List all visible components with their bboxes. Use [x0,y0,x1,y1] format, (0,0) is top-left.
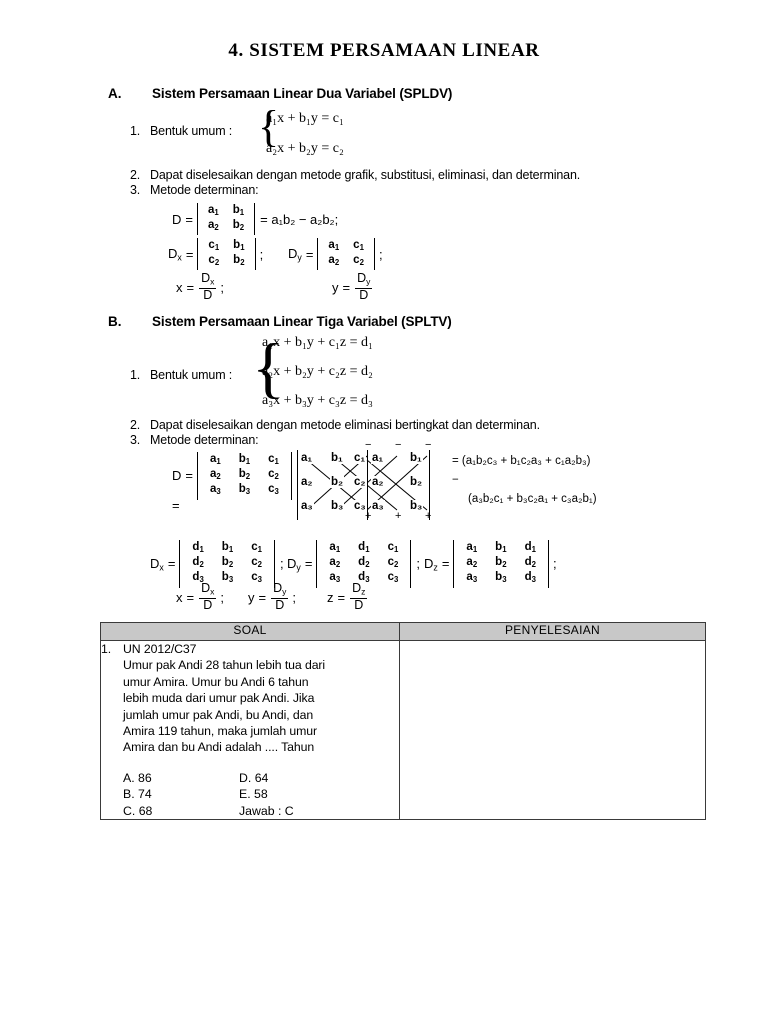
question-body-line: umur Amira. Umur bu Andi 6 tahun [123,674,309,689]
solution-cell [400,641,706,820]
spldv-equation-1: a₁x + b₁y = c₁ [266,111,344,126]
matrix-cell: $c_1$ [353,239,364,253]
matrix-cell: $a_2$ [209,468,221,482]
question-body-line: jumlah umur pak Andi, bu Andi, dan [123,707,314,722]
matrix-cell: $d_3$ [192,571,204,585]
answer-label: Jawab : C [239,803,294,818]
equals-sign: = [186,589,195,605]
spltv-x-label: x [176,589,183,605]
matrix-cell: $d_1$ [358,541,370,555]
matrix-cell: $b_1$ [232,204,245,218]
sarrus-plus-sign: + [425,510,432,522]
sarrus-cell: b₁ [331,452,343,464]
matrix-cell: $a_3$ [466,571,478,585]
spltv-determinant-d [172,452,292,500]
spltv-x-formula [176,582,224,612]
spldv-x-fraction [199,272,216,302]
section-b-item-2 [130,418,540,432]
spltv-dy-matrix [316,540,411,588]
option-e: E. 58 [239,787,268,802]
page-title: 4. SISTEM PERSAMAAN LINEAR [228,40,540,61]
section-b-item-1 [130,368,232,382]
matrix-cell: $a_1$ [207,204,219,218]
sarrus-bar-left [297,450,298,520]
spltv-dz-label: $D_z$ [424,555,438,573]
equals-sign: = [337,589,346,605]
spltv-equation-3: a₃x + b₃y + c₃z = d₃ [262,393,373,408]
equals-sign: = [185,468,193,484]
matrix-cell: $b_1$ [221,541,234,555]
fraction-denominator: D [359,288,369,303]
sarrus-cell: c₁ [354,452,366,464]
spldv-d-matrix [197,203,255,235]
equals-sign: = [185,211,193,227]
matrix-cell: $a_2$ [207,219,219,233]
equals-sign: = [185,246,194,262]
question-body-line: Umur pak Andi 28 tahun lebih tua dari [123,658,326,673]
matrix-cell: $a_1$ [209,453,221,467]
spldv-determinant-dy [288,238,383,270]
matrix-cell: $c_1$ [387,541,399,555]
spltv-z-fraction [350,582,367,612]
sarrus-cell: a₁ [372,452,384,464]
brace-spltv: { [252,329,285,405]
semicolon: ; [378,246,383,262]
spldv-d-label: D [172,211,182,227]
question-source-line [101,641,399,657]
question-table [100,622,706,820]
sarrus-cell: c₃ [354,500,366,512]
matrix-cell: $b_2$ [233,254,245,268]
matrix-cell: $c_3$ [387,571,399,585]
matrix-cell: $b_3$ [238,483,251,497]
section-b-item-2-label: Dapat diselesaikan dengan metode eliminasi bertingkat dan determinan. [150,418,540,432]
sarrus-cell: a₃ [301,500,313,512]
matrix-cell: $d_1$ [192,541,204,555]
fraction-denominator: D [203,288,213,303]
section-a-item-1-label: Bentuk umum : [150,124,233,138]
matrix-cell: $c_3$ [251,571,262,585]
fraction-numerator: $D_z$ [350,582,367,599]
fraction-denominator: D [275,598,285,613]
equals-sign: = [304,556,313,572]
spltv-d-matrix [197,452,292,500]
spltv-dz-matrix [453,540,549,588]
option-d: D. 64 [239,770,269,785]
sarrus-minus-sign: − [365,439,372,451]
matrix-cell: $c_2$ [208,254,220,268]
matrix-cell: $b_2$ [238,468,251,482]
spltv-y-label: y [248,589,255,605]
section-a-item-2-label: Dapat diselesaikan dengan metode grafik, substitusi, eliminasi, dan determinan. [150,168,581,182]
spldv-dx-matrix [197,238,255,270]
spldv-y-formula [332,272,372,302]
table-header-row [101,623,706,641]
section-a-item-3-index: 3. [130,183,141,197]
semicolon: ; [259,246,264,262]
sarrus-cell: a₃ [372,500,384,512]
matrix-cell: $d_2$ [358,556,370,570]
fraction-numerator: $D_y$ [355,272,372,289]
section-b-letter: B. [108,314,122,329]
section-a-item-3-label: Metode determinan: [150,183,259,197]
matrix-cell: $c_1$ [268,453,279,467]
matrix-cell: $c_1$ [251,541,262,555]
matrix-cell: $a_2$ [328,254,340,268]
sarrus-cell: a₂ [372,476,384,488]
equals-sign: = [258,589,267,605]
semicolon: ; [220,589,224,605]
matrix-cell: $c_2$ [268,468,279,482]
spltv-dx-label: $D_x$ [150,555,164,573]
matrix-cell: $c_2$ [387,556,399,570]
matrix-cell: $d_2$ [524,556,536,570]
spldv-d-result: = a₁b₂ − a₂b₂; [260,211,339,227]
section-a-heading: Sistem Persamaan Linear Dua Variabel (SPLDV) [152,86,453,101]
spltv-determinant-dz [424,540,557,588]
sarrus-cell: b₂ [410,476,423,488]
matrix-cell: $b_3$ [221,571,234,585]
semicolon: ; [279,556,284,572]
matrix-cell: $d_2$ [192,556,204,570]
sarrus-plus-sign: + [395,510,402,522]
spltv-d-label: D [172,468,182,484]
option-c: C. 68 [123,803,153,818]
spltv-y-formula [248,582,296,612]
sarrus-cell: b₃ [410,500,423,512]
semicolon: ; [220,279,224,295]
table-row [101,641,706,820]
sarrus-diagram [295,439,447,522]
matrix-cell: $a_2$ [329,556,341,570]
fraction-denominator: D [203,598,213,613]
sarrus-expansion-line-2: (a₃b₂c₁ + b₃c₂a₁ + c₃a₂b₁) [468,493,597,505]
fraction-numerator: $D_x$ [199,582,216,599]
spldv-y-fraction [355,272,372,302]
spldv-y-label: y [332,279,339,295]
section-b-item-1-label: Bentuk umum : [150,368,233,382]
section-a-letter: A. [108,86,122,101]
question-cell [101,641,400,820]
sarrus-plus-sign: + [365,510,372,522]
sarrus-cell: b₂ [331,476,344,488]
question-body-line: lebih muda dari umur pak Andi. Jika [123,691,315,706]
section-b-item-3-index: 3. [130,433,141,447]
question-source: UN 2012/C37 [123,642,197,656]
matrix-cell: $b_1$ [233,239,245,253]
sarrus-minus-sign: − [395,439,402,451]
spltv-y-fraction [271,582,288,612]
matrix-cell: $d_1$ [524,541,536,555]
section-a-item-2 [130,168,580,182]
sarrus-expansion-minus: − [452,474,459,486]
spldv-x-formula [176,272,224,302]
section-b-item-2-index: 2. [130,418,141,432]
spltv-determinant-dx [150,540,289,588]
matrix-cell: $a_1$ [466,541,478,555]
question-index: 1. [101,642,112,656]
sarrus-minus-sign: − [425,439,432,451]
matrix-cell: $c_2$ [353,254,364,268]
option-row [101,803,399,819]
matrix-cell: $b_1$ [495,541,507,555]
table-header-penyelesaian: PENYELESAIAN [400,623,706,641]
spltv-x-fraction [199,582,216,612]
matrix-cell: $d_3$ [524,571,536,585]
equals-sign: = [342,279,351,295]
matrix-cell: $c_1$ [208,239,220,253]
fraction-numerator: $D_y$ [271,582,288,599]
matrix-cell: $b_2$ [495,556,507,570]
spltv-equation-2: a₂x + b₂y + c₂z = d₂ [262,364,373,379]
matrix-cell: $b_3$ [495,571,507,585]
spldv-determinant-d [172,203,338,235]
equals-sign: = [186,279,195,295]
sarrus-expansion-line-1: = (a₁b₂c₃ + b₁c₂a₃ + c₁a₂b₃) [452,455,591,467]
spltv-second-equals: = [172,498,180,513]
table-header-soal: SOAL [101,623,400,641]
semicolon: ; [292,589,296,605]
equals-sign: = [305,246,314,262]
spltv-z-label: z [327,589,334,605]
section-b-item-1-index: 1. [130,368,141,382]
sarrus-cell: a₂ [301,476,313,488]
fraction-numerator: $D_x$ [199,272,216,289]
equals-sign: = [441,556,450,572]
matrix-cell: $b_1$ [238,453,251,467]
matrix-cell: $d_3$ [358,571,370,585]
option-b: B. 74 [123,787,152,802]
spltv-dx-matrix [179,540,275,588]
spldv-equation-2: a₂x + b₂y = c₂ [266,141,344,156]
option-row [101,786,399,802]
section-a-item-1 [130,124,232,138]
spacer [101,756,399,770]
option-row [101,770,399,786]
matrix-cell: $b_2$ [221,556,234,570]
semicolon: ; [552,556,557,572]
section-a-item-3 [130,183,258,197]
section-b-item-3-label: Metode determinan: [150,433,259,447]
spltv-dy-label: $D_y$ [287,555,301,573]
brace-spldv: { [258,102,280,151]
spldv-determinant-dx [168,238,263,270]
spldv-x-label: x [176,279,183,295]
fraction-denominator: D [354,598,364,613]
question-body-line: Amira dan bu Andi adalah .... Tahun [123,740,315,755]
matrix-cell: $c_2$ [251,556,262,570]
sarrus-cell: b₁ [410,452,422,464]
matrix-cell: $b_2$ [232,219,245,233]
section-b-heading: Sistem Persamaan Linear Tiga Variabel (SPLTV) [152,314,452,329]
section-a-item-2-index: 2. [130,168,141,182]
section-a-item-1-index: 1. [130,124,141,138]
equals-sign: = [167,556,176,572]
question-body-line: Amira 119 tahun, maka jumlah umur [123,724,317,739]
spldv-dy-matrix [317,238,375,270]
sarrus-cell: b₃ [331,500,344,512]
section-b-item-3 [130,433,258,447]
spltv-z-formula [327,582,367,612]
sarrus-cell: c₂ [354,476,366,488]
spltv-equation-1: a₁x + b₁y + c₁z = d₁ [262,335,373,350]
semicolon: ; [416,556,420,572]
matrix-cell: $a_1$ [328,239,340,253]
matrix-cell: $a_3$ [329,571,341,585]
matrix-cell: $a_2$ [466,556,478,570]
sarrus-cell: a₁ [301,452,313,464]
option-a: A. 86 [123,770,152,785]
spldv-dy-label: $D_y$ [288,245,302,263]
spldv-dx-label: $D_x$ [168,245,182,263]
matrix-cell: $c_3$ [268,483,279,497]
matrix-cell: $a_3$ [209,483,221,497]
matrix-cell: $a_1$ [329,541,341,555]
